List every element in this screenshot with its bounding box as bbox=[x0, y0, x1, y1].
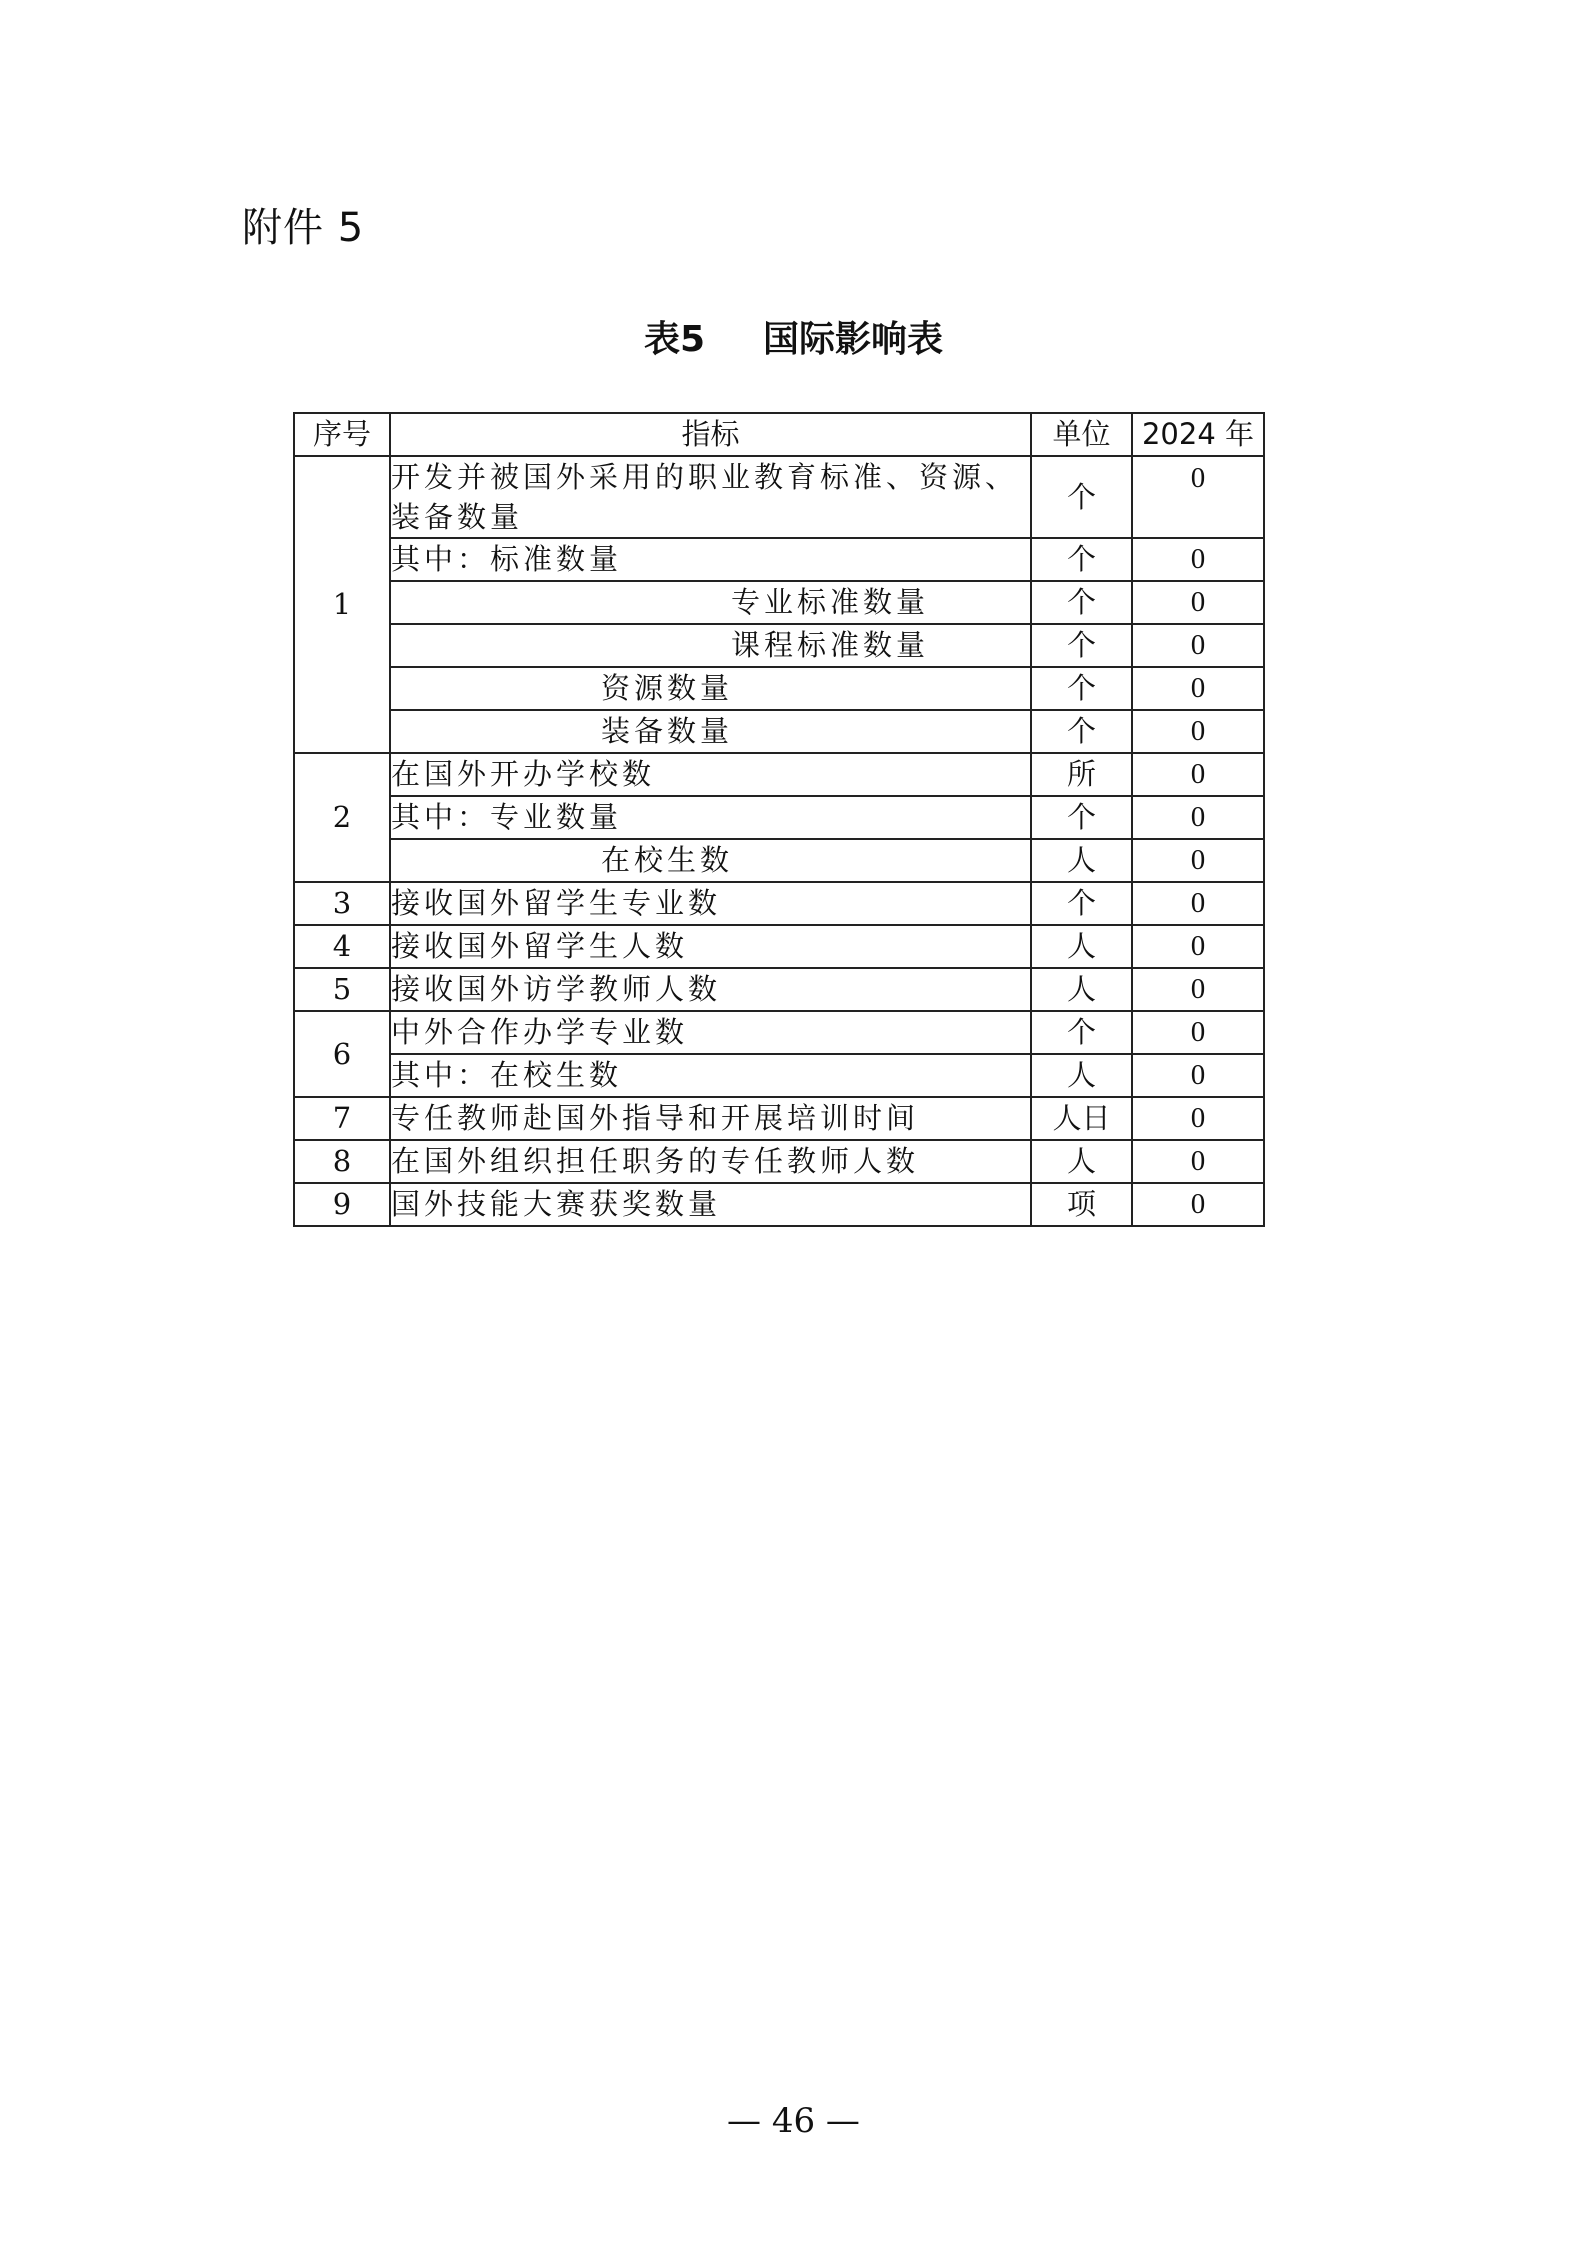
row-indicator: 课程标准数量 bbox=[390, 624, 1031, 667]
table-row bbox=[294, 1097, 1264, 1140]
row-indicator: 在校生数 bbox=[390, 839, 1031, 882]
table-row bbox=[294, 882, 1264, 925]
row-indicator: 接收国外留学生人数 bbox=[390, 925, 1031, 968]
row-seq: 6 bbox=[294, 1011, 390, 1097]
table-header-row bbox=[294, 413, 1264, 456]
row-seq: 7 bbox=[294, 1097, 390, 1140]
row-unit: 人日 bbox=[1031, 1097, 1132, 1140]
row-indicator: 资源数量 bbox=[390, 667, 1031, 710]
row-unit: 个 bbox=[1031, 1011, 1132, 1054]
row-unit: 人 bbox=[1031, 1054, 1132, 1097]
row-value: 0 bbox=[1132, 925, 1264, 968]
row-unit: 人 bbox=[1031, 925, 1132, 968]
row-indicator: 其中：标准数量 bbox=[390, 538, 1031, 581]
row-unit: 个 bbox=[1031, 581, 1132, 624]
row-seq: 3 bbox=[294, 882, 390, 925]
table-row bbox=[294, 710, 1264, 753]
row-value: 0 bbox=[1132, 456, 1264, 538]
row-seq: 1 bbox=[294, 456, 390, 753]
row-unit: 个 bbox=[1031, 667, 1132, 710]
international-influence-table bbox=[293, 412, 1265, 1227]
row-seq: 9 bbox=[294, 1183, 390, 1226]
row-indicator: 其中：在校生数 bbox=[390, 1054, 1031, 1097]
row-value: 0 bbox=[1132, 796, 1264, 839]
header-year: 2024 年 bbox=[1132, 413, 1264, 456]
row-unit: 人 bbox=[1031, 839, 1132, 882]
row-unit: 项 bbox=[1031, 1183, 1132, 1226]
attachment-label: 附件 5 bbox=[242, 205, 365, 251]
table-row bbox=[294, 667, 1264, 710]
table-row bbox=[294, 1140, 1264, 1183]
header-unit: 单位 bbox=[1031, 413, 1132, 456]
row-value: 0 bbox=[1132, 710, 1264, 753]
row-indicator: 专任教师赴国外指导和开展培训时间 bbox=[390, 1097, 1031, 1140]
row-value: 0 bbox=[1132, 1054, 1264, 1097]
row-indicator: 装备数量 bbox=[390, 710, 1031, 753]
row-indicator: 接收国外留学生专业数 bbox=[390, 882, 1031, 925]
row-unit: 个 bbox=[1031, 796, 1132, 839]
row-value: 0 bbox=[1132, 1011, 1264, 1054]
row-seq: 4 bbox=[294, 925, 390, 968]
row-indicator: 其中：专业数量 bbox=[390, 796, 1031, 839]
row-unit: 人 bbox=[1031, 1140, 1132, 1183]
header-seq: 序号 bbox=[294, 413, 390, 456]
table-row bbox=[294, 839, 1264, 882]
row-unit: 人 bbox=[1031, 968, 1132, 1011]
row-value: 0 bbox=[1132, 581, 1264, 624]
row-indicator: 国外技能大赛获奖数量 bbox=[390, 1183, 1031, 1226]
row-value: 0 bbox=[1132, 882, 1264, 925]
table-title-text: 国际影响表 bbox=[763, 319, 944, 360]
page-number: — 46 — bbox=[727, 2101, 860, 2141]
row-seq: 8 bbox=[294, 1140, 390, 1183]
row-value: 0 bbox=[1132, 667, 1264, 710]
row-unit: 个 bbox=[1031, 710, 1132, 753]
row-value: 0 bbox=[1132, 753, 1264, 796]
row-seq: 5 bbox=[294, 968, 390, 1011]
row-unit: 个 bbox=[1031, 538, 1132, 581]
row-value: 0 bbox=[1132, 624, 1264, 667]
row-indicator: 在国外开办学校数 bbox=[390, 753, 1031, 796]
row-value: 0 bbox=[1132, 839, 1264, 882]
row-seq: 2 bbox=[294, 753, 390, 882]
table-row bbox=[294, 968, 1264, 1011]
row-indicator: 中外合作办学专业数 bbox=[390, 1011, 1031, 1054]
table-row bbox=[294, 753, 1264, 796]
table-row bbox=[294, 925, 1264, 968]
table-row bbox=[294, 796, 1264, 839]
row-unit: 个 bbox=[1031, 456, 1132, 538]
table-row bbox=[294, 624, 1264, 667]
header-indicator: 指标 bbox=[390, 413, 1031, 456]
table-row bbox=[294, 456, 1264, 538]
row-value: 0 bbox=[1132, 1140, 1264, 1183]
table-row bbox=[294, 1011, 1264, 1054]
row-unit: 个 bbox=[1031, 882, 1132, 925]
table-title bbox=[0, 319, 1587, 360]
row-value: 0 bbox=[1132, 968, 1264, 1011]
table-row bbox=[294, 1054, 1264, 1097]
row-indicator: 接收国外访学教师人数 bbox=[390, 968, 1031, 1011]
table-title-number: 表5 bbox=[643, 319, 706, 360]
row-unit: 个 bbox=[1031, 624, 1132, 667]
table-row bbox=[294, 538, 1264, 581]
table-row bbox=[294, 1183, 1264, 1226]
row-value: 0 bbox=[1132, 1097, 1264, 1140]
row-value: 0 bbox=[1132, 538, 1264, 581]
table-row bbox=[294, 581, 1264, 624]
row-indicator: 开发并被国外采用的职业教育标准、资源、装备数量 bbox=[390, 456, 1031, 538]
row-value: 0 bbox=[1132, 1183, 1264, 1226]
row-unit: 所 bbox=[1031, 753, 1132, 796]
row-indicator: 在国外组织担任职务的专任教师人数 bbox=[390, 1140, 1031, 1183]
row-indicator: 专业标准数量 bbox=[390, 581, 1031, 624]
